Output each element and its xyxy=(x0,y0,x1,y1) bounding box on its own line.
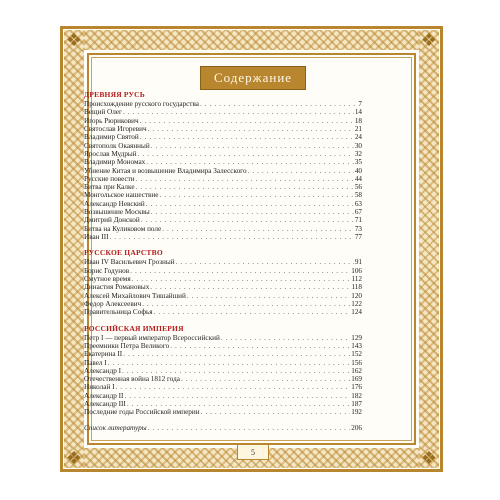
dot-leader xyxy=(146,158,354,166)
toc-entry-page: 120 xyxy=(351,291,362,300)
toc-entry[interactable] xyxy=(84,225,362,233)
toc-entry-title: Петр I — первый император Всероссийский xyxy=(84,333,220,342)
toc-entry-title: Происхождение русского государства xyxy=(84,100,199,109)
dot-leader xyxy=(146,200,354,208)
toc-entry-title: Владимир Святой xyxy=(84,133,139,142)
toc-entry[interactable] xyxy=(84,216,362,224)
corner-ornament-icon: ❖ xyxy=(65,448,83,468)
dot-leader xyxy=(138,150,354,158)
dot-leader xyxy=(123,350,350,358)
toc-entry[interactable] xyxy=(84,183,362,191)
toc-entry-title: Преемники Петра Великого xyxy=(84,341,170,350)
toc-entry-title: Александр Невский xyxy=(84,199,145,208)
toc-entry-title: Отечественная война 1812 года xyxy=(84,375,180,384)
section-gap xyxy=(84,241,362,248)
toc-entry-page: 63 xyxy=(354,199,362,208)
dot-leader xyxy=(151,208,354,216)
toc-entry-title: Александр I xyxy=(84,366,122,375)
toc-entry[interactable] xyxy=(84,342,362,350)
toc-entry[interactable] xyxy=(84,208,362,216)
dot-leader xyxy=(148,424,351,432)
toc-entry-title: Возвышение Москвы xyxy=(84,208,150,217)
toc-entry-page: 152 xyxy=(351,350,362,359)
toc-entry[interactable] xyxy=(84,375,362,383)
toc-entry-page: 24 xyxy=(354,133,362,142)
toc-entry[interactable] xyxy=(84,392,362,400)
corner-ornament-icon: ❖ xyxy=(420,30,438,50)
toc-entry-page: 35 xyxy=(354,158,362,167)
section-heading: РОССИЙСКАЯ ИМПЕРИЯ xyxy=(84,323,184,333)
toc-entry[interactable] xyxy=(84,117,362,125)
toc-entry[interactable] xyxy=(84,133,362,141)
toc-entry-title: Павел I xyxy=(84,358,107,367)
toc-entry-title: Алексей Михайлович Тишайший xyxy=(84,291,186,300)
toc-entry[interactable] xyxy=(84,275,362,283)
dot-leader xyxy=(221,334,350,342)
toc-entry-title: Александр II xyxy=(84,391,124,400)
dot-leader xyxy=(127,400,350,408)
dot-leader xyxy=(136,183,354,191)
toc-entry-page: 162 xyxy=(351,366,362,375)
toc-entry-page: 58 xyxy=(354,191,362,200)
dot-leader xyxy=(108,359,351,367)
dot-leader xyxy=(148,125,354,133)
toc-entry[interactable] xyxy=(84,233,362,241)
corner-ornament-icon: ❖ xyxy=(65,30,83,50)
toc-entry-title: Ярослав Мудрый xyxy=(84,149,137,158)
dot-leader xyxy=(110,233,354,241)
dot-leader xyxy=(132,275,351,283)
toc-entry-page: 71 xyxy=(354,216,362,225)
toc-entry[interactable] xyxy=(84,334,362,342)
toc-entry-page: 18 xyxy=(354,116,362,125)
section-heading: РУССКОЕ ЦАРСТВО xyxy=(84,248,163,258)
dot-leader xyxy=(176,258,354,266)
dot-leader xyxy=(115,383,350,391)
toc-entry-title: Династия Романовых xyxy=(84,283,150,292)
toc-entry[interactable] xyxy=(84,100,362,108)
section-gap xyxy=(84,317,362,324)
dot-leader xyxy=(122,367,350,375)
corner-ornament-icon: ❖ xyxy=(420,448,438,468)
toc-entry-title: Вещий Олег xyxy=(84,108,122,117)
dot-leader xyxy=(162,225,354,233)
toc-entry[interactable] xyxy=(84,350,362,358)
toc-entry-title: Последние годы Российской империи xyxy=(84,408,200,417)
table-of-contents xyxy=(84,90,362,432)
toc-entry-page: 7 xyxy=(358,100,362,109)
toc-entry[interactable] xyxy=(84,125,362,133)
dot-leader xyxy=(130,267,350,275)
toc-entry[interactable] xyxy=(84,167,362,175)
toc-entry[interactable] xyxy=(84,158,362,166)
toc-entry-page: 118 xyxy=(351,283,362,292)
toc-entry[interactable] xyxy=(84,142,362,150)
dot-leader xyxy=(141,216,354,224)
toc-entry[interactable] xyxy=(84,200,362,208)
toc-entry[interactable] xyxy=(84,175,362,183)
page-number: 5 xyxy=(251,447,255,457)
toc-entry-page: 67 xyxy=(354,208,362,217)
toc-entry[interactable] xyxy=(84,408,362,416)
dot-leader xyxy=(187,292,350,300)
title-banner xyxy=(200,66,306,90)
toc-entry-title: Битва при Калке xyxy=(84,183,135,192)
toc-entry-page: 156 xyxy=(351,358,362,367)
toc-entry-title: Убиение Китая и возвышение Владимира Залесского xyxy=(84,166,247,175)
toc-entry-title: Список литературы xyxy=(84,423,147,432)
toc-entry-page: 169 xyxy=(351,375,362,384)
toc-entry-title: Борис Годунов xyxy=(84,266,130,275)
toc-entry-page: 187 xyxy=(351,400,362,409)
toc-entry-page: 14 xyxy=(354,108,362,117)
toc-entry[interactable] xyxy=(84,300,362,308)
dot-leader xyxy=(124,392,350,400)
dot-leader xyxy=(159,191,353,199)
dot-leader xyxy=(142,300,350,308)
dot-leader xyxy=(248,167,354,175)
toc-entry-page: 44 xyxy=(354,174,362,183)
dot-leader xyxy=(150,283,350,291)
toc-entry-page: 56 xyxy=(354,183,362,192)
toc-entry[interactable] xyxy=(84,359,362,367)
section-gap xyxy=(84,417,362,424)
dot-leader xyxy=(123,108,354,116)
toc-entry-page: 32 xyxy=(354,149,362,158)
dot-leader xyxy=(136,175,354,183)
dot-leader xyxy=(140,133,354,141)
section-heading: ДРЕВНЯЯ РУСЬ xyxy=(84,90,145,99)
dot-leader xyxy=(170,342,350,350)
page-number-box xyxy=(237,444,269,460)
toc-entry-page: 206 xyxy=(351,423,362,432)
toc-entry-title: Битва на Куликовом поле xyxy=(84,224,162,233)
toc-entry-page: 30 xyxy=(354,141,362,150)
toc-entry-title: Федор Алексеевич xyxy=(84,299,142,308)
toc-entry-title: Смутное время xyxy=(84,275,131,284)
toc-entry[interactable] xyxy=(84,400,362,408)
toc-entry-title: Святополк Окаянный xyxy=(84,141,150,150)
toc-entry-title: Русские повести xyxy=(84,174,135,183)
dot-leader xyxy=(154,308,351,316)
toc-entry[interactable] xyxy=(84,292,362,300)
toc-entry-page: 143 xyxy=(351,341,362,350)
toc-entry[interactable] xyxy=(84,283,362,291)
dot-leader xyxy=(140,117,354,125)
toc-entry-title: Николай I xyxy=(84,383,115,392)
toc-entry-title: Правительница Софья xyxy=(84,308,153,317)
toc-entry-page: 124 xyxy=(351,308,362,317)
toc-entry[interactable] xyxy=(84,150,362,158)
toc-entry-page: 106 xyxy=(351,266,362,275)
toc-entry-title: Александр III xyxy=(84,400,126,409)
toc-entry-title: Дмитрий Донской xyxy=(84,216,140,225)
toc-entry[interactable] xyxy=(84,367,362,375)
toc-entry-page: 40 xyxy=(354,166,362,175)
toc-entry[interactable] xyxy=(84,191,362,199)
dot-leader xyxy=(201,408,351,416)
dot-leader xyxy=(181,375,350,383)
toc-entry-title: Иван IV Васильевич Грозный xyxy=(84,258,175,267)
page-title: Содержание xyxy=(213,70,293,85)
toc-entry-page: 192 xyxy=(351,408,362,417)
toc-entry[interactable] xyxy=(84,108,362,116)
toc-entry-title: Святослав Игоревич xyxy=(84,125,147,134)
toc-entry[interactable] xyxy=(84,267,362,275)
toc-entry-page: 112 xyxy=(351,275,362,284)
toc-entry-bibliography[interactable] xyxy=(84,424,362,432)
toc-entry[interactable] xyxy=(84,258,362,266)
toc-entry-page: 21 xyxy=(354,125,362,134)
toc-entry-title: Владимир Мономах xyxy=(84,158,146,167)
toc-entry-page: 176 xyxy=(351,383,362,392)
toc-entry-title: Игорь Рюрикович xyxy=(84,116,139,125)
toc-entry-page: 182 xyxy=(351,391,362,400)
toc-entry-title: Екатерина II xyxy=(84,350,123,359)
toc-entry[interactable] xyxy=(84,308,362,316)
toc-entry-page: 91 xyxy=(354,258,362,267)
toc-entry-page: 73 xyxy=(354,224,362,233)
toc-entry-title: Монгольское нашествие xyxy=(84,191,159,200)
toc-entry-page: 129 xyxy=(351,333,362,342)
dot-leader xyxy=(151,142,354,150)
toc-entry-page: 122 xyxy=(351,299,362,308)
dot-leader xyxy=(200,100,357,108)
toc-entry-title: Иван III xyxy=(84,232,109,241)
toc-entry[interactable] xyxy=(84,383,362,391)
toc-entry-page: 77 xyxy=(354,232,362,241)
